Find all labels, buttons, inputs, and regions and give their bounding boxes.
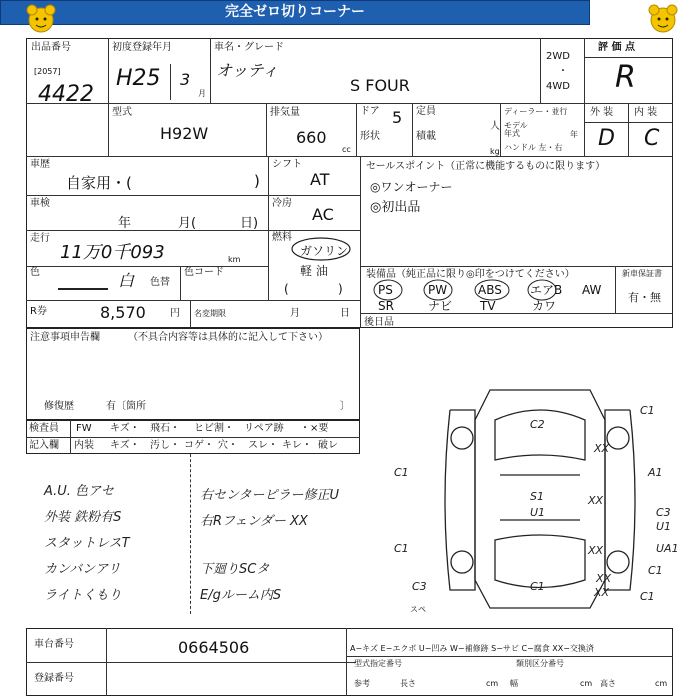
sales-points-label: セールスポイント（正常に機能するものに限ります） <box>366 161 606 172</box>
chassis-number: 0664506 <box>178 638 250 657</box>
car-grade: S FOUR <box>350 76 410 95</box>
sales-point-item: ◎ワンオーナー <box>370 180 453 194</box>
evaluation-score: R <box>615 60 636 95</box>
remark-left: カンバンアリ <box>44 562 121 577</box>
color-scribble <box>58 276 108 290</box>
lot-sub: [2057] <box>34 67 61 76</box>
equipment-label: 装備品（純正品に限り◎印をつけてください） <box>366 269 575 280</box>
mileage-value: 11万0千093 <box>60 242 165 263</box>
model-value: H92W <box>160 124 209 143</box>
sales-point-item: ◎初出品 <box>370 200 421 215</box>
notes-label: 注意事項申告欄 <box>30 332 100 343</box>
displacement-value: 660 <box>296 128 327 147</box>
damage-legend: A−キズ E−エクボ U−凹み W−補修跡 S−サビ C−腐食 XX−交換済 <box>350 644 594 653</box>
remark-left: スタットレスT <box>44 536 130 551</box>
remark-left: ライトくもり <box>44 588 122 603</box>
exterior-score: D <box>598 126 615 151</box>
car-name-label: 車名・グレード <box>214 42 284 53</box>
color-value: 白 <box>118 271 135 290</box>
equipment-circle-marks <box>370 277 610 301</box>
evaluation-label: 評 価 点 <box>598 42 635 53</box>
remark-right: 下廻りSCタ <box>200 562 270 577</box>
interior-score: C <box>644 126 660 151</box>
shift-value: AT <box>310 170 330 189</box>
registration-year: H25 <box>116 66 161 91</box>
remark-right: 右Rフェンダー XX <box>200 514 308 529</box>
banner-title: 完全ゼロ切りコーナー <box>0 0 590 25</box>
car-name: オッティ <box>216 61 279 80</box>
registration-label: 初度登録年月 <box>112 42 172 53</box>
lot-number: 4422 <box>38 82 94 107</box>
lot-label: 出品番号 <box>31 42 71 53</box>
bear-mascot-icon <box>24 2 58 36</box>
registration-month: 3 <box>180 70 191 89</box>
aircon-value: AC <box>312 205 334 224</box>
remark-right: 右センターピラー修正U <box>200 488 339 503</box>
fuel-circle-mark <box>290 236 352 262</box>
remark-left: 外装 鉄粉有S <box>44 510 122 525</box>
remark-right: E/gルーム内S <box>200 588 282 603</box>
bear-mascot-icon <box>646 2 680 36</box>
recycle-value: 8,570 <box>100 303 146 322</box>
history-value: 自家用・( <box>66 174 132 192</box>
doors-value: 5 <box>392 108 403 127</box>
remark-left: A.U. 色アセ <box>44 484 114 499</box>
